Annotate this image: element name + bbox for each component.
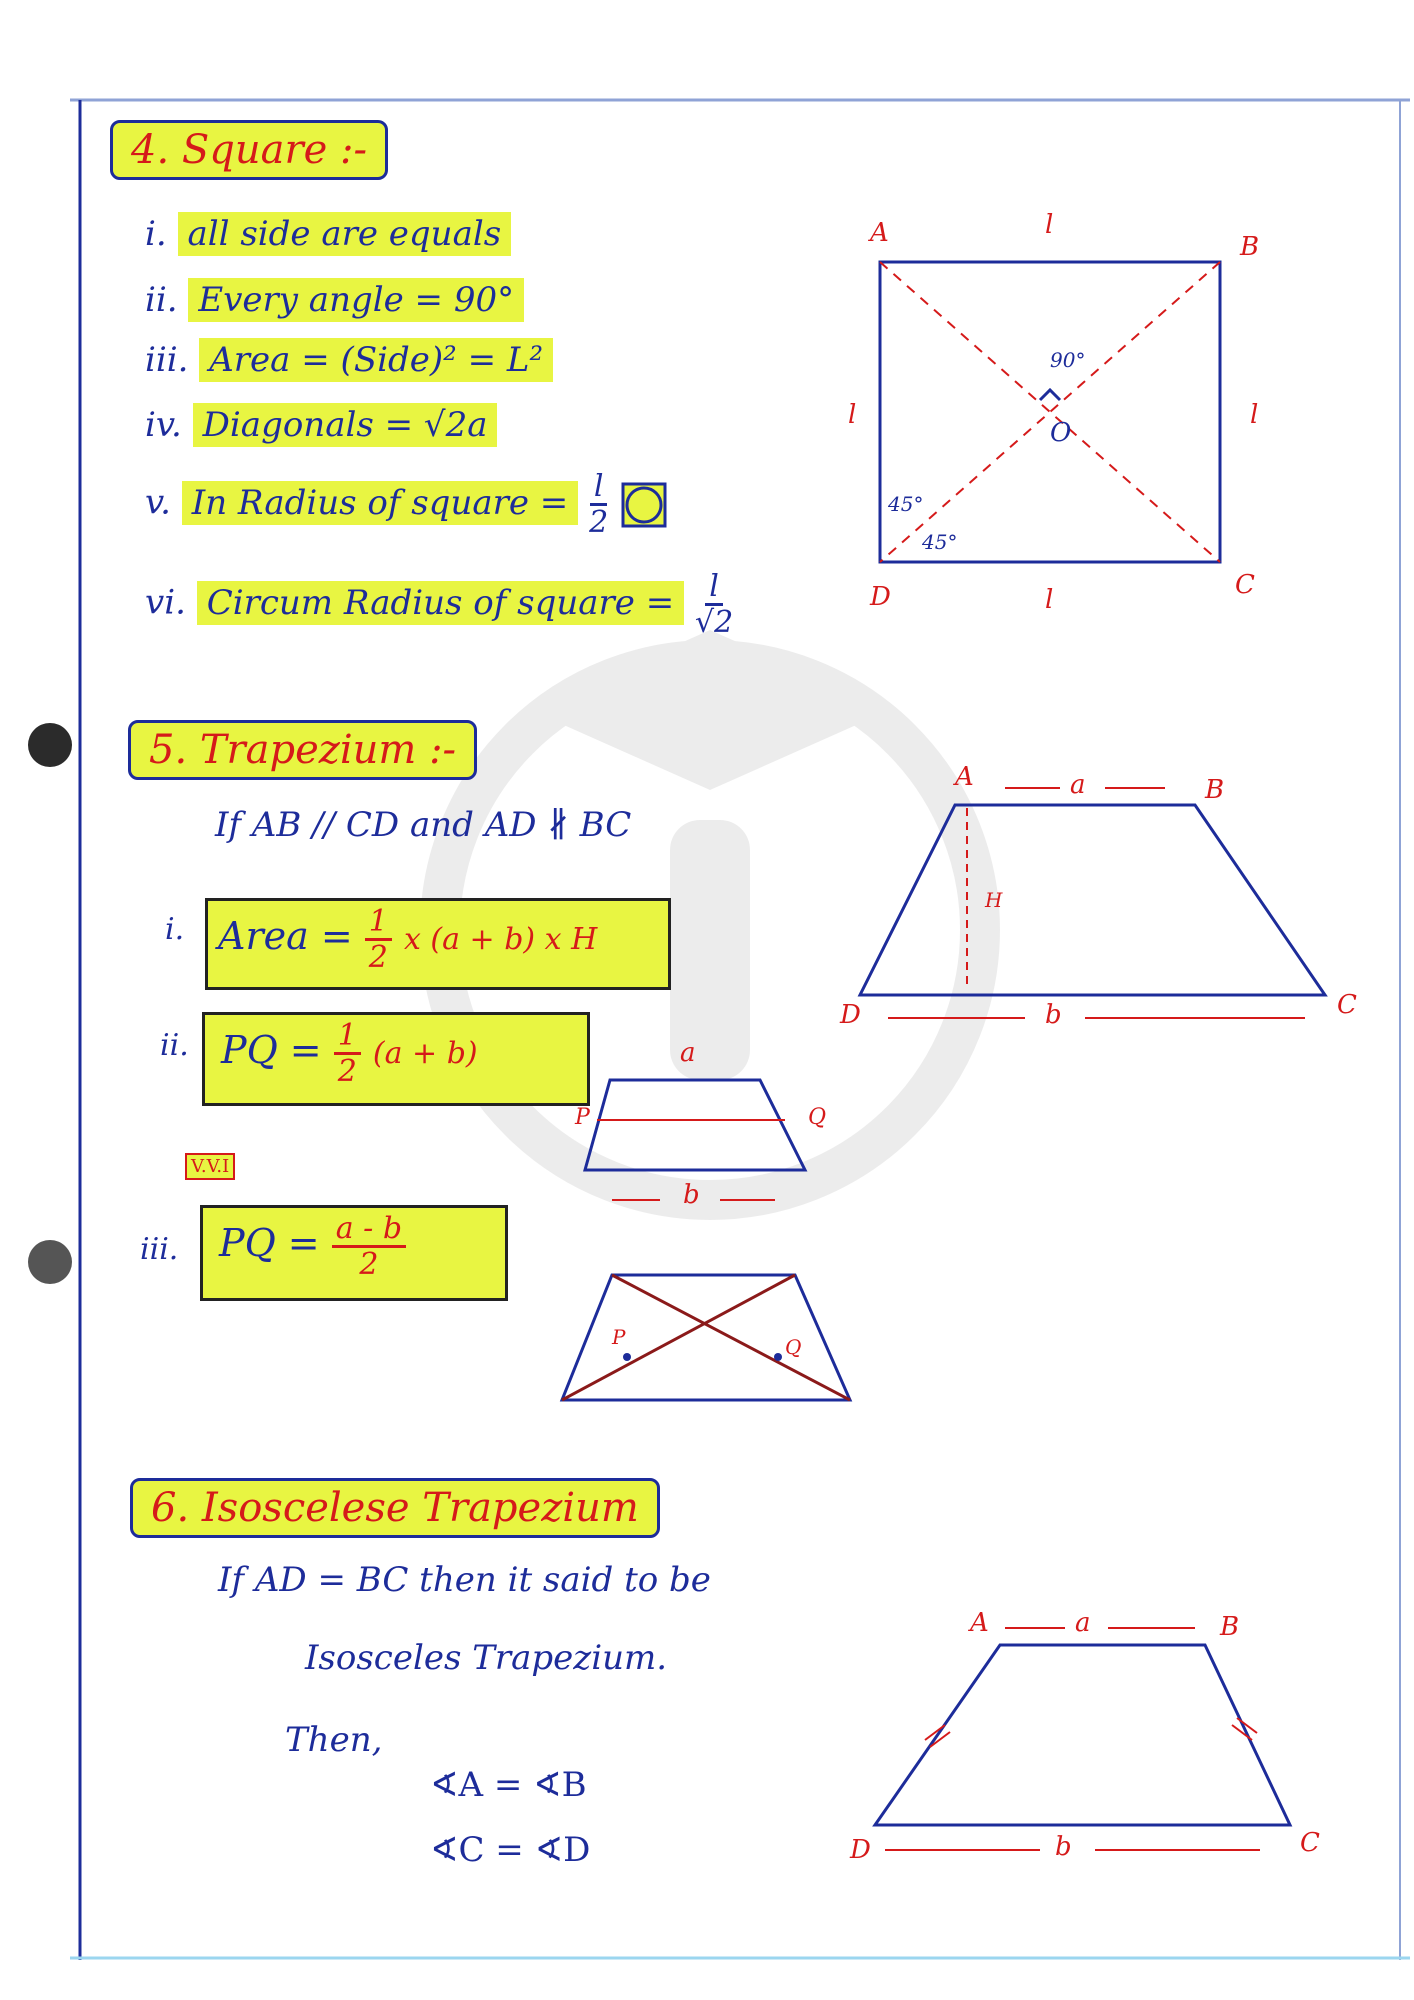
- square-label-O: O: [1050, 418, 1072, 448]
- isosceles-title: 6. Isoscelese Trapezium: [130, 1478, 660, 1538]
- isosceles-eq-1: ∢A = ∢B: [430, 1765, 587, 1805]
- trap-label-D: D: [840, 1000, 861, 1030]
- trap2-label-P: P: [575, 1105, 590, 1130]
- square-point-5: v. In Radius of square = $\frac{l}{2}$: [145, 470, 669, 539]
- square-point-3: iii. Area = (Side)² = L²: [145, 340, 553, 380]
- iso-label-B: B: [1220, 1612, 1240, 1642]
- square-angle-45b: 45°: [922, 530, 958, 554]
- trap2-label-b: b: [683, 1180, 700, 1210]
- trap-label-b: b: [1045, 1000, 1062, 1030]
- iso-label-C: C: [1300, 1828, 1320, 1858]
- iso-label-A: A: [970, 1608, 989, 1638]
- isosceles-eq-2: ∢C = ∢D: [430, 1830, 591, 1870]
- iso-label-b: b: [1055, 1832, 1072, 1862]
- pq-formula-box: PQ = $\frac{1}{2}$ (a + b): [202, 1012, 590, 1106]
- iso-label-D: D: [850, 1835, 871, 1865]
- trap-label-A: A: [955, 762, 974, 792]
- square-title: 4. Square :-: [110, 120, 388, 180]
- pq-diff-formula-box: PQ = $\frac{a - b}{2}$: [200, 1205, 508, 1301]
- isosceles-line-1: If AD = BC then it said to be: [218, 1560, 711, 1600]
- square-label-B: B: [1240, 232, 1260, 262]
- trap-label-a: a: [1070, 770, 1086, 800]
- square-point-4: iv. Diagonals = √2a: [145, 405, 497, 445]
- inradius-fraction: $\frac{l}{2}$: [589, 469, 609, 540]
- circumradius-fraction: $\frac{l}{√2}$: [695, 569, 734, 640]
- trap3-label-P: P: [612, 1325, 626, 1349]
- square-label-C: C: [1235, 570, 1255, 600]
- trap-label-B: B: [1205, 775, 1225, 805]
- trap2-label-a: a: [680, 1038, 696, 1068]
- trap-label-C: C: [1337, 990, 1357, 1020]
- square-angle-90: 90°: [1050, 348, 1086, 372]
- square-side-left: l: [848, 400, 857, 430]
- trap2-label-Q: Q: [808, 1105, 827, 1130]
- square-point-2: ii. Every angle = 90°: [145, 280, 524, 320]
- square-label-A: A: [870, 218, 889, 248]
- square-angle-45a: 45°: [888, 492, 924, 516]
- trapezium-condition: If AB // CD and AD ∦ BC: [215, 805, 632, 845]
- area-formula-box: Area = $\frac{1}{2}$ x (a + b) x H: [205, 898, 671, 990]
- square-side-top: l: [1045, 210, 1054, 240]
- square-point-6: vi. Circum Radius of square = $\frac{l}{√2}$: [145, 569, 734, 640]
- square-side-bottom: l: [1045, 585, 1054, 615]
- isosceles-line-2: Isosceles Trapezium.: [305, 1638, 668, 1678]
- trap-label-H: H: [985, 888, 1003, 912]
- formula-2-num: ii.: [160, 1028, 189, 1063]
- formula-1-num: i.: [165, 912, 185, 947]
- iso-label-a: a: [1075, 1608, 1091, 1638]
- square-label-D: D: [870, 582, 891, 612]
- square-point-1: i. all side are equals: [145, 214, 511, 254]
- trapezium-title: 5. Trapezium :-: [128, 720, 477, 780]
- square-side-right: l: [1250, 400, 1259, 430]
- vvi-badge: V.V.I: [185, 1153, 235, 1180]
- isosceles-then: Then,: [285, 1720, 383, 1760]
- trap3-label-Q: Q: [785, 1335, 802, 1359]
- formula-3-num: iii.: [140, 1232, 179, 1267]
